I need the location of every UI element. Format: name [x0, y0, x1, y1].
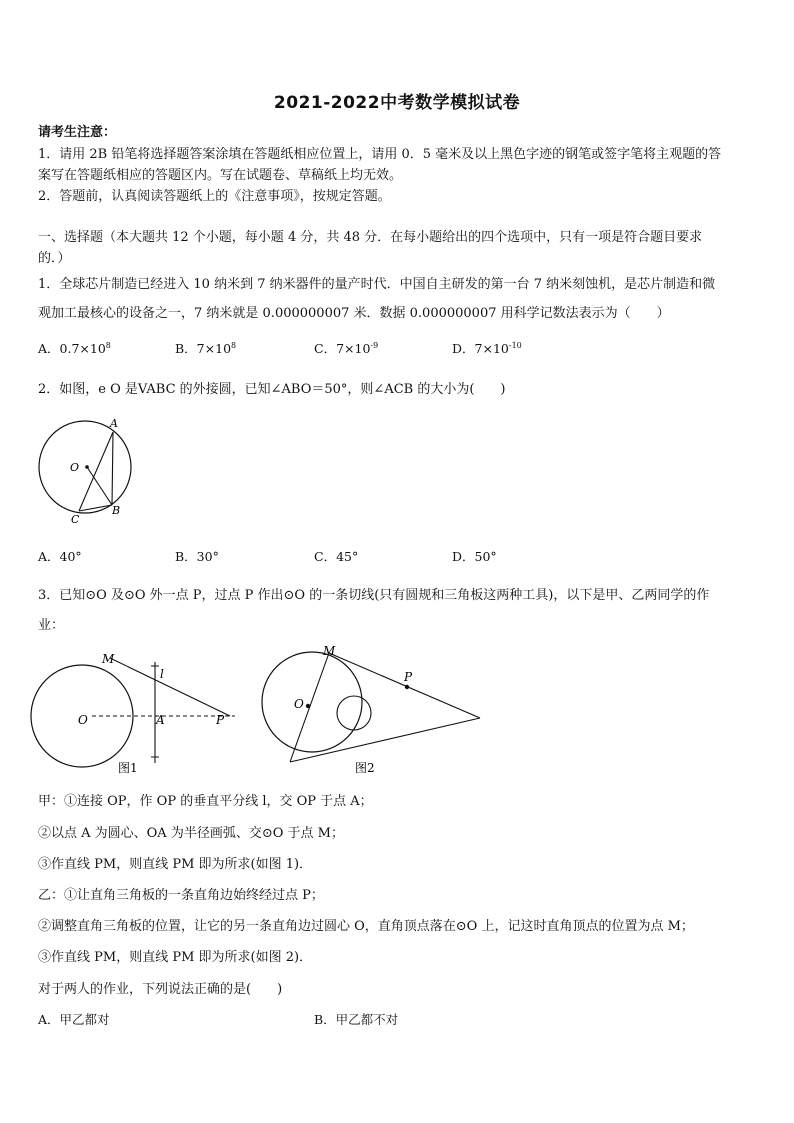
q1-text-a: 1．全球芯片制造已经进入 10 纳米到 7 纳米器件的量产时代．中国自主研发的第一台 7 纳米刻蚀机，是芯片制造和微: [38, 277, 716, 292]
section1-heading-b: 的．）: [38, 251, 71, 266]
center-point-o: [306, 704, 310, 708]
triangle-side: [290, 718, 480, 762]
q3-figure-1: [30, 648, 245, 778]
point-p: [405, 685, 409, 689]
label-a: A: [110, 417, 118, 430]
section1-heading-a: 一、选择题（本大题共 12 个小题，每小题 4 分，共 48 分．在每小题给出的四个选项中，只有一项是符合题目要求: [38, 230, 703, 245]
circumcircle: [39, 421, 131, 513]
page-title: 2021-2022中考数学模拟试卷: [273, 93, 521, 113]
center-point-o: [85, 465, 89, 469]
label-l: l: [160, 667, 164, 681]
label-p: P: [404, 670, 413, 684]
q2-option-b[interactable]: B．30°: [175, 549, 219, 564]
q1-option-d[interactable]: D．$7\times 10^{-10}$: [452, 341, 522, 356]
q2-text: 2．如图，e O 是VABC 的外接圆，已知∠ABO＝50°，则∠ACB 的大小为( ): [38, 382, 506, 397]
q2-figure: [30, 412, 142, 528]
q3-yi-step-3: ③作直线 PM，则直线 PM 即为所求(如图 2)．: [38, 950, 313, 965]
q3-jia-step-3: ③作直线 PM，则直线 PM 即为所求(如图 1)．: [38, 857, 313, 872]
label-a: A: [156, 713, 165, 727]
q1-option-b[interactable]: B．$7\times 10^8$: [175, 341, 237, 356]
q3-option-b[interactable]: B．甲乙都不对: [314, 1012, 399, 1027]
caption-figure-2: 图2: [355, 761, 375, 775]
notice-item-2: 2．答题前，认真阅读答题纸上的《注意事项》，按规定答题。: [38, 189, 391, 204]
tangent-line-pm: [110, 658, 230, 716]
segment-ab: [112, 432, 113, 505]
q2-option-d[interactable]: D．50°: [452, 549, 497, 564]
q2-option-a[interactable]: A．40°: [38, 549, 82, 564]
label-o: O: [294, 697, 304, 711]
tangent-line-pm: [329, 653, 480, 718]
caption-figure-1: 图1: [118, 761, 138, 775]
q3-yi-step-2: ②调整直角三角板的位置，让它的另一条直角边过圆心 O，直角顶点落在⊙O 上，记这时直角顶点的位置为点 M；: [38, 919, 694, 934]
q1-option-c[interactable]: C．$7\times 10^{-9}$: [314, 341, 379, 356]
q3-option-a[interactable]: A．甲乙都对: [38, 1012, 110, 1027]
q1-option-a[interactable]: A．$0.7\times 10^8$: [38, 341, 111, 356]
q3-text-a: 3．已知⊙O 及⊙O 外一点 P，过点 P 作出⊙O 的一条切线(只有圆规和三角板这两种工具)，以下是甲、乙两同学的作: [38, 588, 710, 603]
q1-text-b: 观加工最核心的设备之一，7 纳米就是 0.000000007 米．数据 0.000000007 用科学记数法表示为（ ）: [38, 306, 670, 321]
q3-figure-2: [250, 640, 490, 778]
label-o: O: [78, 713, 88, 727]
q3-yi-step-1: 乙：①让直角三角板的一条直角边始终经过点 P；: [38, 888, 324, 903]
q3-question: 对于两人的作业，下列说法正确的是( ): [38, 982, 283, 997]
q3-text-b: 业：: [38, 618, 65, 633]
label-o: O: [70, 461, 80, 474]
notice-item-1b: 案写在答题纸相应的答题区内。写在试题卷、草稿纸上均无效。: [38, 168, 403, 183]
q3-jia-step-1: 甲：①连接 OP，作 OP 的垂直平分线 l，交 OP 于点 A；: [38, 794, 373, 809]
segment-ob: [87, 467, 112, 505]
label-p: P: [216, 713, 225, 727]
notice-item-1a: 1．请用 2B 铅笔将选择题答案涂填在答题纸相应位置上，请用 0．5 毫米及以上黑色字迹的钢笔或签字笔将主观题的答: [38, 147, 722, 162]
label-m: M: [323, 644, 336, 658]
small-circle: [337, 696, 371, 730]
label-m: M: [102, 652, 115, 666]
q2-option-c[interactable]: C．45°: [314, 549, 359, 564]
label-b: B: [112, 504, 121, 517]
notice-heading: 请考生注意：: [38, 125, 117, 140]
label-c: C: [71, 513, 80, 526]
q3-jia-step-2: ②以点 A 为圆心、OA 为半径画弧、交⊙O 于点 M；: [38, 826, 344, 841]
